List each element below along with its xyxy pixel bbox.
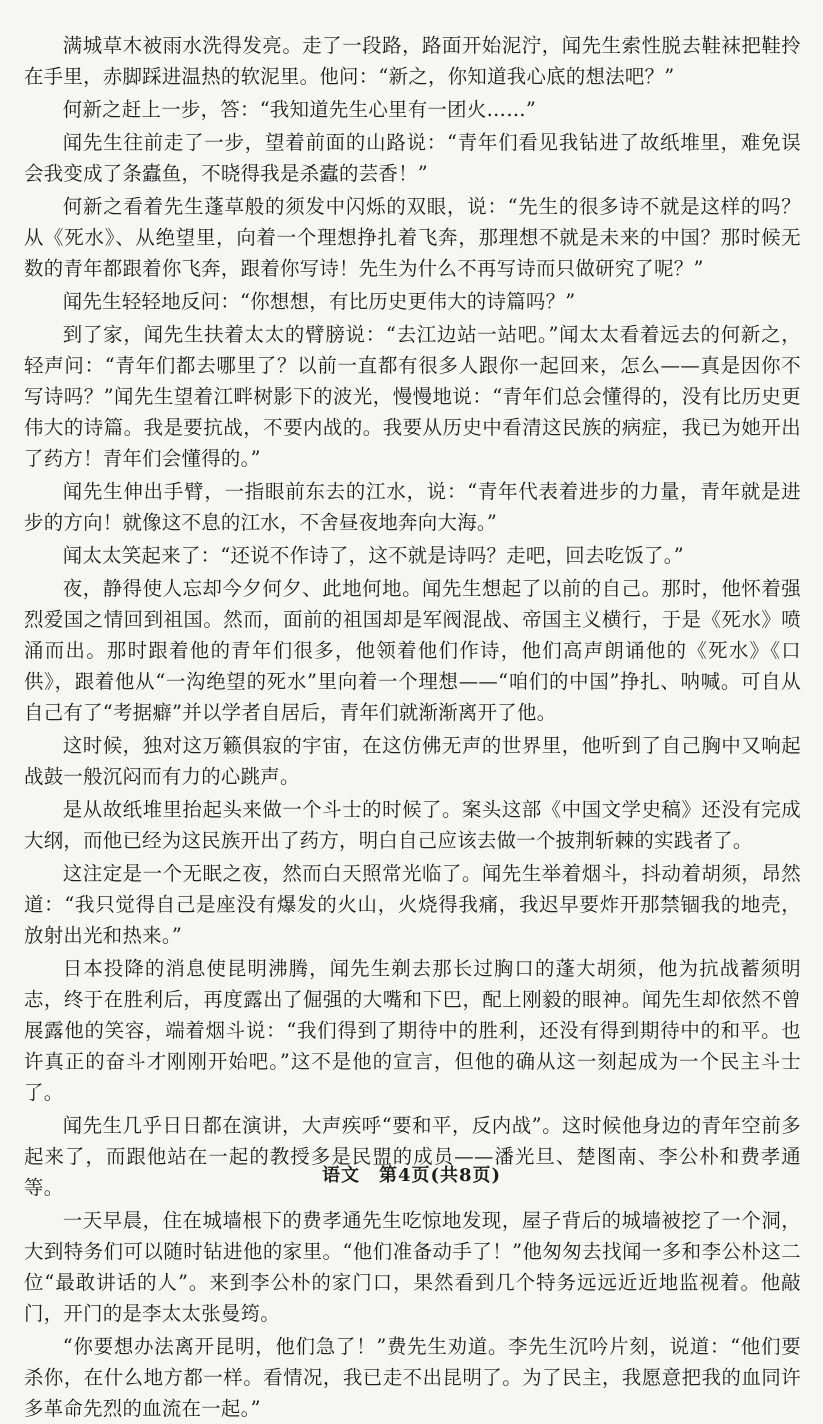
paragraph: 满城草木被雨水洗得发亮。走了一段路，路面开始泥泞，闻先生索性脱去鞋袜把鞋拎在手里，赤脚踩进温热的软泥里。他问：“新之，你知道我心底的想法吧？”	[24, 34, 801, 88]
paragraph: 到了家，闻先生扶着太太的臂膀说：“去江边站一站吧。”闻太太看着远去的何新之，轻声问：“青年们都去哪里了？以前一直都有很多人跟你一起回来，怎么——真是因你不写诗吗？”闻先生望着江畔树影下的波光，慢慢地说：“青年们总会懂得的，没有比历史更伟大的诗篇。我是要抗战，不要内战的。我要从历史中看清这民族的病症，我已为她开出了药方！青年们会懂得的。”	[24, 323, 801, 470]
article-body	[24, 30, 801, 1424]
paragraph: 何新之看着先生蓬草般的须发中闪烁的双眼，说：“先生的很多诗不就是这样的吗？从《死水》、从绝望里，向着一个理想挣扎着飞奔，那理想不就是未来的中国？那时候无数的青年都跟着你飞奔，跟着你写诗！先生为什么不再写诗而只做研究了呢？”	[24, 195, 801, 280]
paragraph: 闻先生伸出手臂，一指眼前东去的江水，说：“青年代表着进步的力量，青年就是进步的方向！就像这不息的江水，不舍昼夜地奔向大海。”	[24, 480, 801, 534]
paragraph: 闻先生轻轻地反问：“你想想，有比历史更伟大的诗篇吗？”	[62, 290, 576, 313]
paragraph: 闻先生几乎日日都在演讲，大声疾呼“要和平，反内战”。这时候他身边的青年空前多起来了，而跟他站在一起的教授多是民盟的成员——潘光旦、楚图南、李公朴和费孝通等。	[24, 1114, 801, 1199]
paragraph: 闻先生往前走了一步，望着前面的山路说：“青年们看见我钻进了故纸堆里，难免误会我变成了条蠹鱼，不晓得我是杀蠹的芸香！”	[24, 131, 801, 185]
paragraph: 是从故纸堆里抬起头来做一个斗士的时候了。案头这部《中国文学史稿》还没有完成大纲，而他已经为这民族开出了药方，明白自己应该去做一个披荆斩棘的实践者了。	[24, 798, 801, 852]
paragraph: 何新之赶上一步，答：“我知道先生心里有一团火……”	[62, 98, 537, 121]
paragraph: “你要想办法离开昆明，他们急了！”费先生劝道。李先生沉吟片刻，说道：“他们要杀你，在什么地方都一样。看情况，我已走不出昆明了。为了民主，我愿意把我的血同许多革命先烈的血流在一起。”	[24, 1335, 801, 1420]
page-footer: 语文 第4页(共8页)	[321, 1165, 502, 1186]
paragraph: 一天早晨，住在城墙根下的费孝通先生吃惊地发现，屋子背后的城墙被挖了一个洞，大到特务们可以随时钻进他的家里。“他们准备动手了！”他匆匆去找闻一多和李公朴这二位“最敢讲话的人”。来到李公朴的家门口，果然看到几个特务远远近近地监视着。他敲门，开门的是李太太张曼筠。	[24, 1209, 801, 1325]
paragraph: 日本投降的消息使昆明沸腾，闻先生剃去那长过胸口的蓬大胡须，他为抗战蓄须明志，终于在胜利后，再度露出了倔强的大嘴和下巴，配上刚毅的眼神。闻先生却依然不曾展露他的笑容，端着烟斗说：“我们得到了期待中的胜利，还没有得到期待中的和平。也许真正的奋斗才刚刚开始吧。”这不是他的宣言，但他的确从这一刻起成为一个民主斗士了。	[24, 957, 801, 1104]
paragraph: 这时候，独对这万籁俱寂的宇宙，在这仿佛无声的世界里，他听到了自己胸中又响起战鼓一般沉闷而有力的心跳声。	[24, 734, 801, 788]
paragraph: 夜，静得使人忘却今夕何夕、此地何地。闻先生想起了以前的自己。那时，他怀着强烈爱国之情回到祖国。然而，面前的祖国却是军阀混战、帝国主义横行，于是《死水》喷涌而出。那时跟着他的青年们很多，他领着他们作诗，他们高声朗诵他的《死水》《口供》，跟着他从“一沟绝望的死水”里向着一个理想——“咱们的中国”挣扎、呐喊。可自从自己有了“考据癖”并以学者自居后，青年们就渐渐离开了他。	[24, 577, 801, 724]
paragraph: 闻太太笑起来了：“还说不作诗了，这不就是诗吗？走吧，回去吃饭了。”	[62, 544, 684, 567]
paragraph: 这注定是一个无眠之夜，然而白天照常光临了。闻先生举着烟斗，抖动着胡须，昂然道：“我只觉得自己是座没有爆发的火山，火烧得我痛，我迟早要炸开那禁锢我的地壳，放射出光和热来。”	[24, 862, 801, 947]
